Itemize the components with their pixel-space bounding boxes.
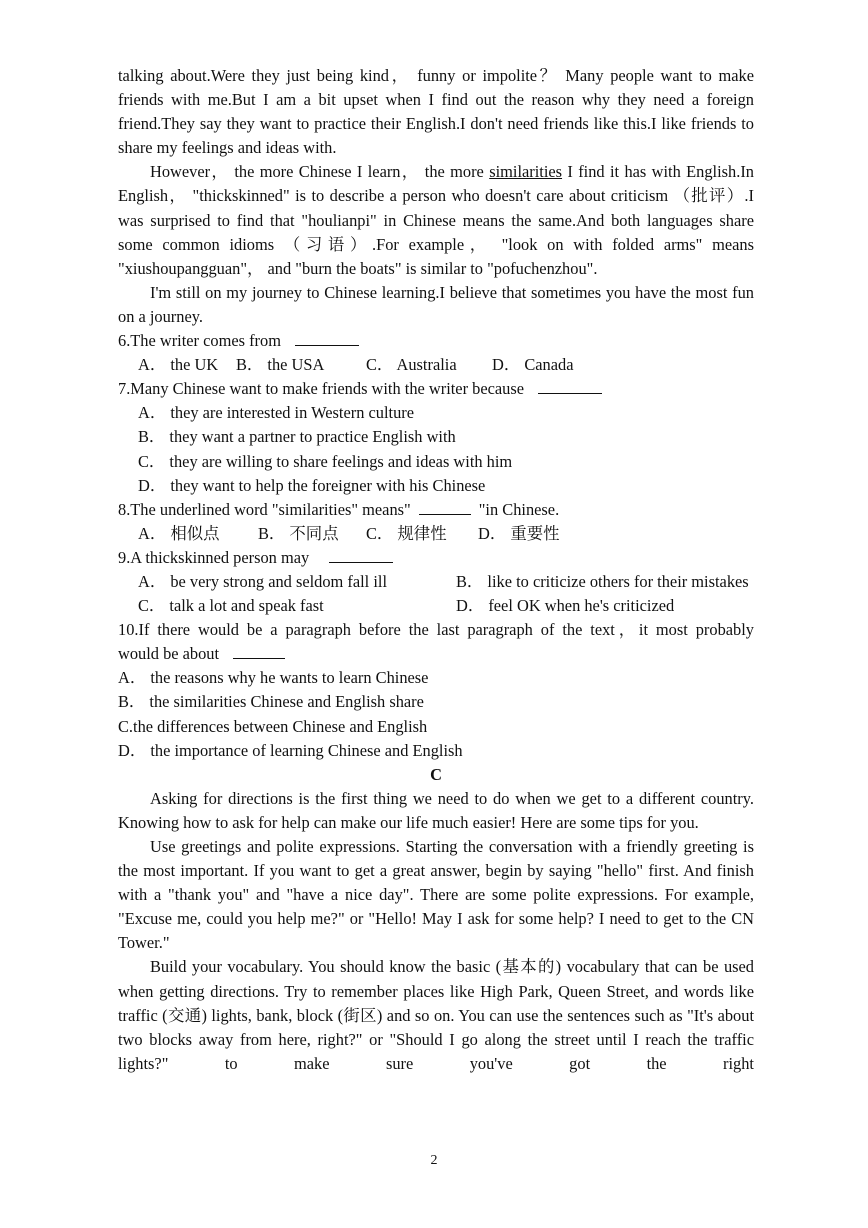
- answer-blank[interactable]: [419, 500, 471, 515]
- option-c[interactable]: C.the differences between Chinese and English: [118, 716, 428, 736]
- option-d[interactable]: D． feel OK when he's criticized: [456, 596, 675, 616]
- passage-b-paragraph-3: I'm still on my journey to Chinese learning.I believe that sometimes you have the most fun on a journey.: [118, 282, 754, 326]
- question-8: [118, 498, 754, 546]
- answer-blank[interactable]: [295, 331, 359, 346]
- question-8-options: [118, 522, 754, 546]
- option-a[interactable]: A． 相似点: [138, 523, 220, 543]
- option-c[interactable]: C． talk a lot and speak fast: [138, 596, 324, 616]
- paragraph-text: However， the more Chinese I learn， the more: [150, 162, 490, 182]
- option-b[interactable]: B． like to criticize others for their mistakes: [456, 571, 749, 591]
- option-d[interactable]: D． Canada: [492, 355, 574, 375]
- question-stem: 7.Many Chinese want to make friends with the writer because: [118, 379, 525, 399]
- question-7: [118, 377, 754, 497]
- option-b[interactable]: B． the similarities Chinese and English share: [118, 692, 424, 712]
- underlined-word-similarities: similarities: [489, 162, 563, 182]
- option-d[interactable]: D． 重要性: [478, 523, 560, 543]
- question-9-options: [118, 570, 754, 618]
- answer-blank[interactable]: [329, 548, 393, 563]
- question-9: [118, 546, 754, 618]
- question-stem-continued: would be about: [118, 644, 220, 664]
- option-a[interactable]: A． the UK: [138, 355, 219, 375]
- option-a[interactable]: A． be very strong and seldom fall ill: [138, 571, 387, 591]
- option-a[interactable]: A． they are interested in Western culture: [138, 403, 415, 423]
- option-b[interactable]: B． the USA: [236, 355, 325, 375]
- option-d[interactable]: D． they want to help the foreigner with his Chinese: [138, 475, 486, 495]
- passage-c-paragraph-2: Use greetings and polite expressions. Starting the conversation with a friendly greeting is the most important. If you want to get a great answer, begin by saying "hello" first. And finish with a "thank you" and "have a nice day". There are some polite expressions. For example, "Excuse me, could you help me?" or "Hello! May I ask for some help? I need to get to the CN Tower.": [118, 837, 754, 953]
- question-6: [118, 329, 754, 377]
- page-number: 2: [430, 1153, 438, 1168]
- paragraph-text: I find it has with English.In English， "thickskinned" is to describe a person who doesn't care about criticism （批评）.I was surprised to find that "houlianpi" in Chinese means the same.And both languages share some common idioms （习语）.For example， "look on with folded arms" means "xiushoupangguan"， and "burn the boats" is similar to "pofuchenzhou".: [118, 162, 754, 278]
- question-6-options: [118, 353, 754, 377]
- option-c[interactable]: C． 规律性: [366, 523, 447, 543]
- question-stem-end: "in Chinese.: [478, 499, 560, 519]
- answer-blank[interactable]: [233, 644, 285, 659]
- question-10: [118, 618, 754, 763]
- exam-page: [118, 64, 754, 1076]
- option-b[interactable]: B． they want a partner to practice English with: [138, 427, 456, 447]
- option-a[interactable]: A． the reasons why he wants to learn Chinese: [118, 668, 429, 688]
- option-d[interactable]: D． the importance of learning Chinese and English: [118, 740, 463, 760]
- passage-c-paragraph-1: Asking for directions is the first thing we need to do when we get to a different country. Knowing how to ask for help can make our life much easier! Here are some tips for you.: [118, 788, 754, 832]
- section-heading-c: C: [430, 764, 442, 784]
- answer-blank[interactable]: [538, 379, 602, 394]
- passage-c-paragraph-3: Build your vocabulary. You should know the basic (基本的) vocabulary that can be used when getting directions. Try to remember places like High Park, Queen Street, and words like traffic (交通) lights, bank, block (街区) and so on. You can use the sentences such as "It's about two blocks away from here, right?" or "Should I go along the street until I reach the traffic lights?" to make sure you've got the right: [118, 957, 754, 1073]
- option-b[interactable]: B． 不同点: [258, 523, 339, 543]
- passage-b-paragraph-1: talking about.Were they just being kind， funny or impolite？ Many people want to make friends with me.But I am a bit upset when I find out the reason why they need a foreign friend.They say they want to practice their English.I don't need friends like this.I like friends to share my feelings and ideas with.: [118, 66, 754, 158]
- option-c[interactable]: C． they are willing to share feelings and ideas with him: [138, 451, 513, 471]
- passage-b-paragraph-2: [118, 160, 754, 280]
- question-stem: 9.A thickskinned person may: [118, 547, 310, 567]
- question-stem: 6.The writer comes from: [118, 331, 281, 351]
- question-stem: 8.The underlined word "similarities" means": [118, 499, 411, 519]
- question-stem: 10.If there would be a paragraph before the last paragraph of the text，it most probably: [118, 620, 754, 640]
- option-c[interactable]: C． Australia: [366, 355, 457, 375]
